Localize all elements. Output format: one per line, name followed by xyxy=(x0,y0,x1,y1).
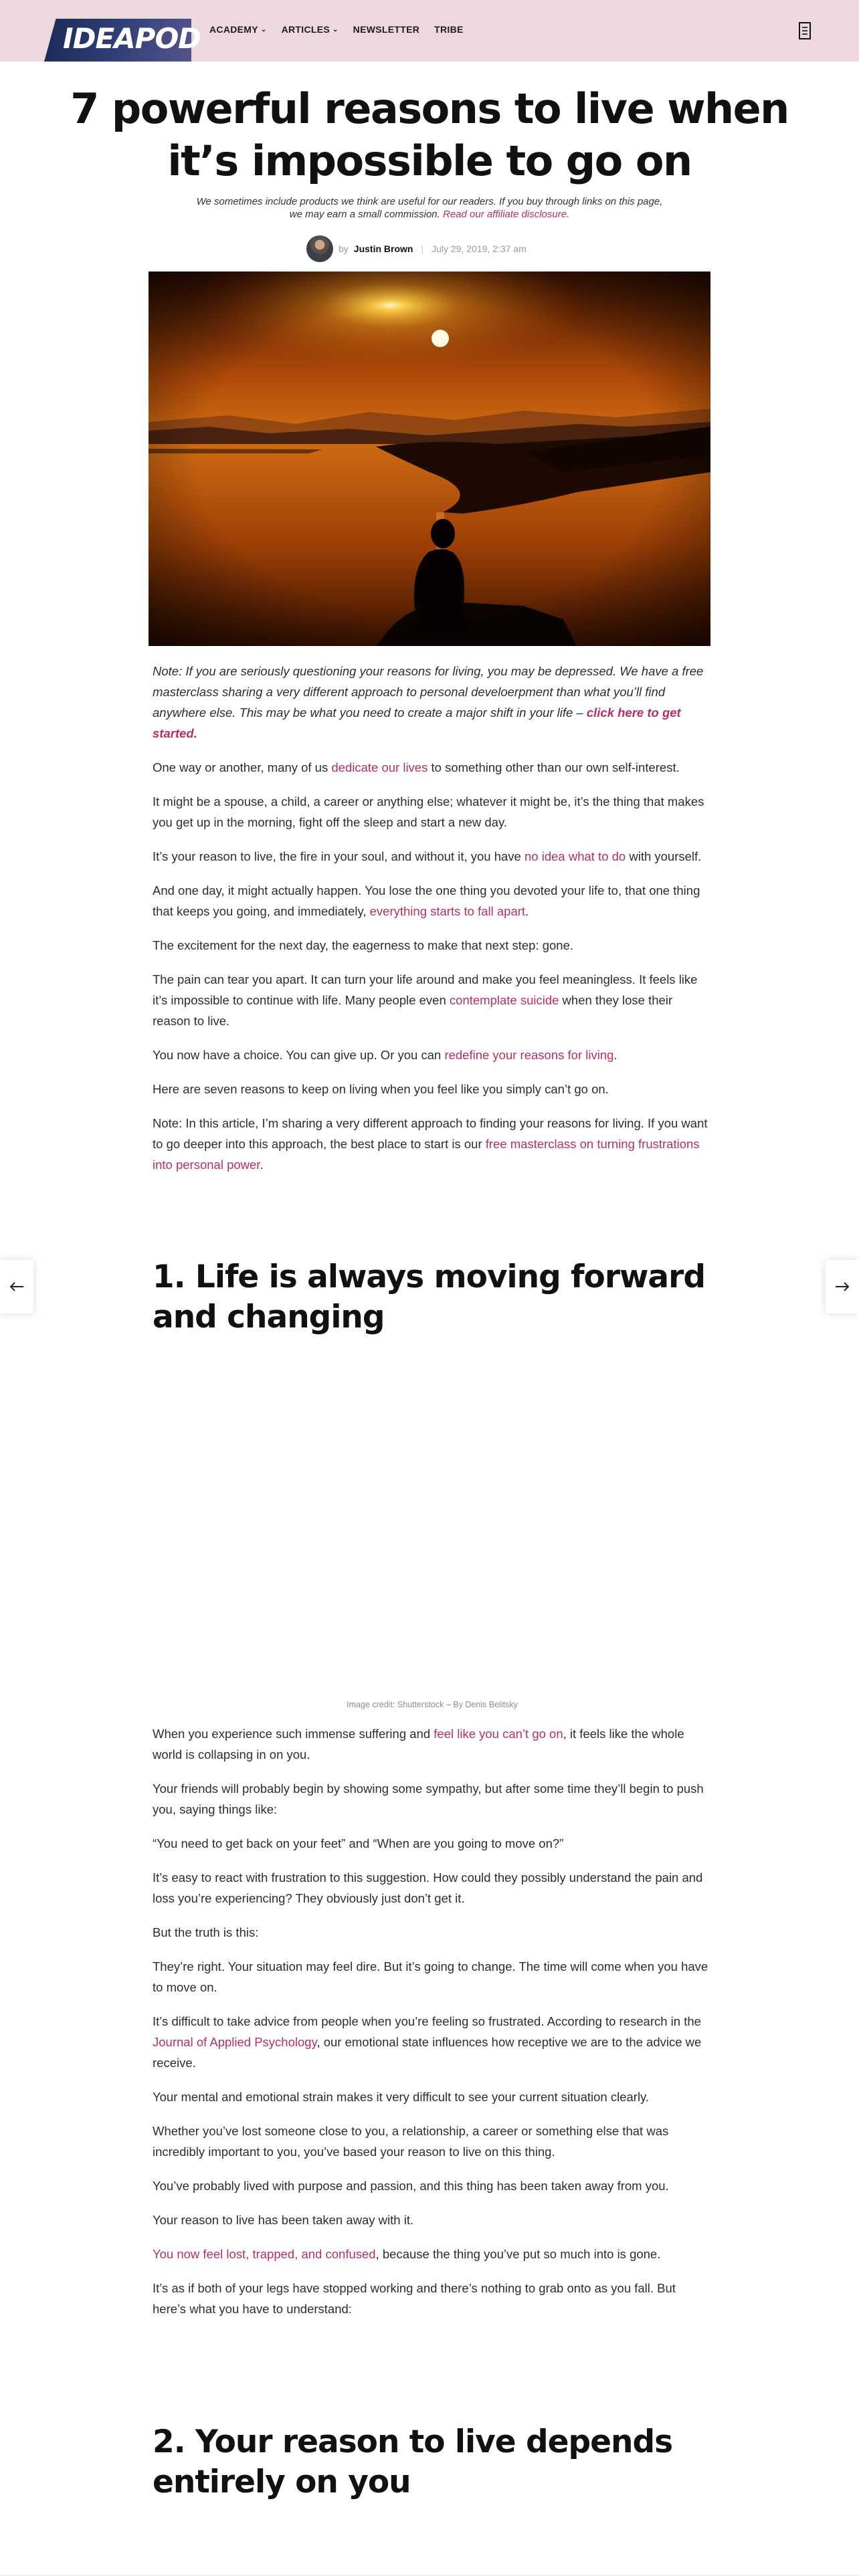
hero-image xyxy=(149,272,710,646)
paragraph: They’re right. Your situation may feel dire. But it’s going to change. The time will come when you have to move on. xyxy=(153,1959,708,1994)
depression-note: Note: If you are seriously questioning your reasons for living, you may be depressed. We have a free masterclass sharing a very different approach to personal develoerpment than what you’ll find anywhere else. This may be what you need to create a major shift in your life – click here to get started. xyxy=(153,664,704,740)
arrow-left-icon xyxy=(9,1281,24,1292)
inline-link[interactable]: no idea what to do xyxy=(524,849,626,863)
chevron-down-icon: ⌄ xyxy=(260,25,267,33)
paragraph: And one day, it might actually happen. You lose the one thing you devoted your life to, that one thing that keeps you going, and immediately, everything starts to fall apart. xyxy=(153,883,700,918)
paragraph: The excitement for the next day, the eagerness to make that next step: gone. xyxy=(153,938,574,952)
get-started-link[interactable]: click here to get started. xyxy=(153,706,681,740)
paragraph: When you experience such immense suffering and feel like you can’t go on, it feels like the whole world is collapsing in on you. xyxy=(153,1727,684,1761)
paragraph: Here are seven reasons to keep on living when you feel like you simply can’t go on. xyxy=(153,1082,609,1096)
nav-label: NEWSLETTER xyxy=(353,24,420,35)
inline-link[interactable]: redefine your reasons for living xyxy=(444,1048,614,1062)
inline-link[interactable]: Journal of Applied Psychology xyxy=(153,2035,317,2049)
nav-item-academy[interactable] xyxy=(209,24,267,35)
byline-separator: | xyxy=(421,243,424,254)
chevron-down-icon: ⌄ xyxy=(332,25,339,33)
paragraph: One way or another, many of us dedicate our lives to something other than our own self-interest. xyxy=(153,760,680,774)
publish-date: July 29, 2019, 2:37 am xyxy=(432,243,527,254)
site-logo[interactable] xyxy=(44,19,201,62)
paragraph: It might be a spouse, a child, a career or anything else; whatever it might be, it’s the thing that makes you get up in the morning, fight off the sleep and start a new day. xyxy=(153,794,704,829)
paragraph: You now feel lost, trapped, and confused, because the thing you’ve put so much into is gone. xyxy=(153,2247,661,2261)
paragraph: Your mental and emotional strain makes it very difficult to see your current situation clearly. xyxy=(153,2090,650,2104)
next-article-button[interactable] xyxy=(826,1260,859,1313)
paragraph: You’ve probably lived with purpose and passion, and this thing has been taken away from you. xyxy=(153,2179,669,2193)
paragraph: You now have a choice. You can give up. Or you can redefine your reasons for living. xyxy=(153,1048,617,1062)
nav-item-tribe[interactable] xyxy=(434,24,464,35)
nav-item-newsletter[interactable] xyxy=(353,24,419,35)
inline-link[interactable]: dedicate our lives xyxy=(331,760,428,774)
inline-link[interactable]: You now feel lost, trapped, and confused xyxy=(153,2247,376,2261)
paragraph: It’s easy to react with frustration to this suggestion. How could they possibly understand the pain and loss you’re experiencing? They obviously just don’t get it. xyxy=(153,1870,703,1905)
arrow-right-icon xyxy=(835,1281,850,1292)
author-avatar[interactable] xyxy=(306,235,333,262)
inline-link[interactable]: everything starts to fall apart xyxy=(369,904,526,918)
byline-by: by xyxy=(339,243,349,254)
byline xyxy=(306,235,527,262)
nav-item-articles[interactable] xyxy=(282,24,339,35)
paragraph: It’s difficult to take advice from people when you’re feeling so frustrated. According to research in the Journal of Applied Psychology, our emotional state influences how receptive we are to the advice we receive. xyxy=(153,2014,702,2070)
image-caption: Image credit: Shutterstock – By Denis Belitsky xyxy=(347,1700,518,1709)
nav-label: TRIBE xyxy=(434,24,464,35)
article-title: 7 powerful reasons to live when it’s impossible to go on xyxy=(70,84,789,185)
section-heading-1: 1. Life is always moving forward and changing xyxy=(153,1259,705,1335)
paragraph: It’s as if both of your legs have stopped working and there’s nothing to grab onto as you fall. But here’s what you have to understand: xyxy=(153,2281,676,2316)
previous-article-button[interactable] xyxy=(0,1260,33,1313)
site-header xyxy=(0,0,859,62)
nav-label: ACADEMY xyxy=(209,24,258,35)
affiliate-disclosure-link[interactable]: Read our affiliate disclosure. xyxy=(442,209,570,220)
paragraph: It’s your reason to live, the fire in your soul, and without it, you have no idea what to do with yourself. xyxy=(153,849,702,863)
inline-link[interactable]: free masterclass on turning frustrations into personal power xyxy=(153,1137,700,1172)
nav-label: ARTICLES xyxy=(281,24,330,35)
main-nav xyxy=(209,24,464,35)
logo-text: IDEAPOD xyxy=(63,22,201,55)
search-icon[interactable] xyxy=(798,22,812,39)
paragraph: The pain can tear you apart. It can turn your life around and make you feel meaningless. It feels like it’s impossible to continue with life. Many people even contemplate suicide when they lose their reason to live. xyxy=(153,972,698,1028)
paragraph: “You need to get back on your feet” and “When are you going to move on?” xyxy=(153,1836,564,1850)
article-body xyxy=(153,661,712,1188)
paragraph: Your reason to live has been taken away with it. xyxy=(153,2213,414,2227)
paragraph: Your friends will probably begin by showing some sympathy, but after some time they’ll begin to push you, saying things like: xyxy=(153,1782,704,1816)
paragraph: Whether you’ve lost someone close to you, a relationship, a career or something else that was incredibly important to you, you’ve based your reason to live on this thing. xyxy=(153,2124,669,2159)
disclaimer-text: We sometimes include products we think are useful for our readers. If you buy through links on this page, we may earn a small commission. xyxy=(196,196,663,220)
paragraph: Note: In this article, I’m sharing a very different approach to finding your reasons for living. If you want to go deeper into this approach, the best place to start is our free masterclass on turning frustrations into personal power. xyxy=(153,1116,708,1172)
author-name[interactable]: Justin Brown xyxy=(353,243,413,254)
section-heading-2: 2. Your reason to live depends entirely on you xyxy=(153,2424,673,2500)
inline-link[interactable]: feel like you can’t go on xyxy=(434,1727,563,1741)
paragraph: But the truth is this: xyxy=(153,1925,259,1939)
affiliate-disclaimer xyxy=(195,195,664,221)
section-1-body xyxy=(153,1723,712,2333)
inline-link[interactable]: contemplate suicide xyxy=(449,993,559,1007)
